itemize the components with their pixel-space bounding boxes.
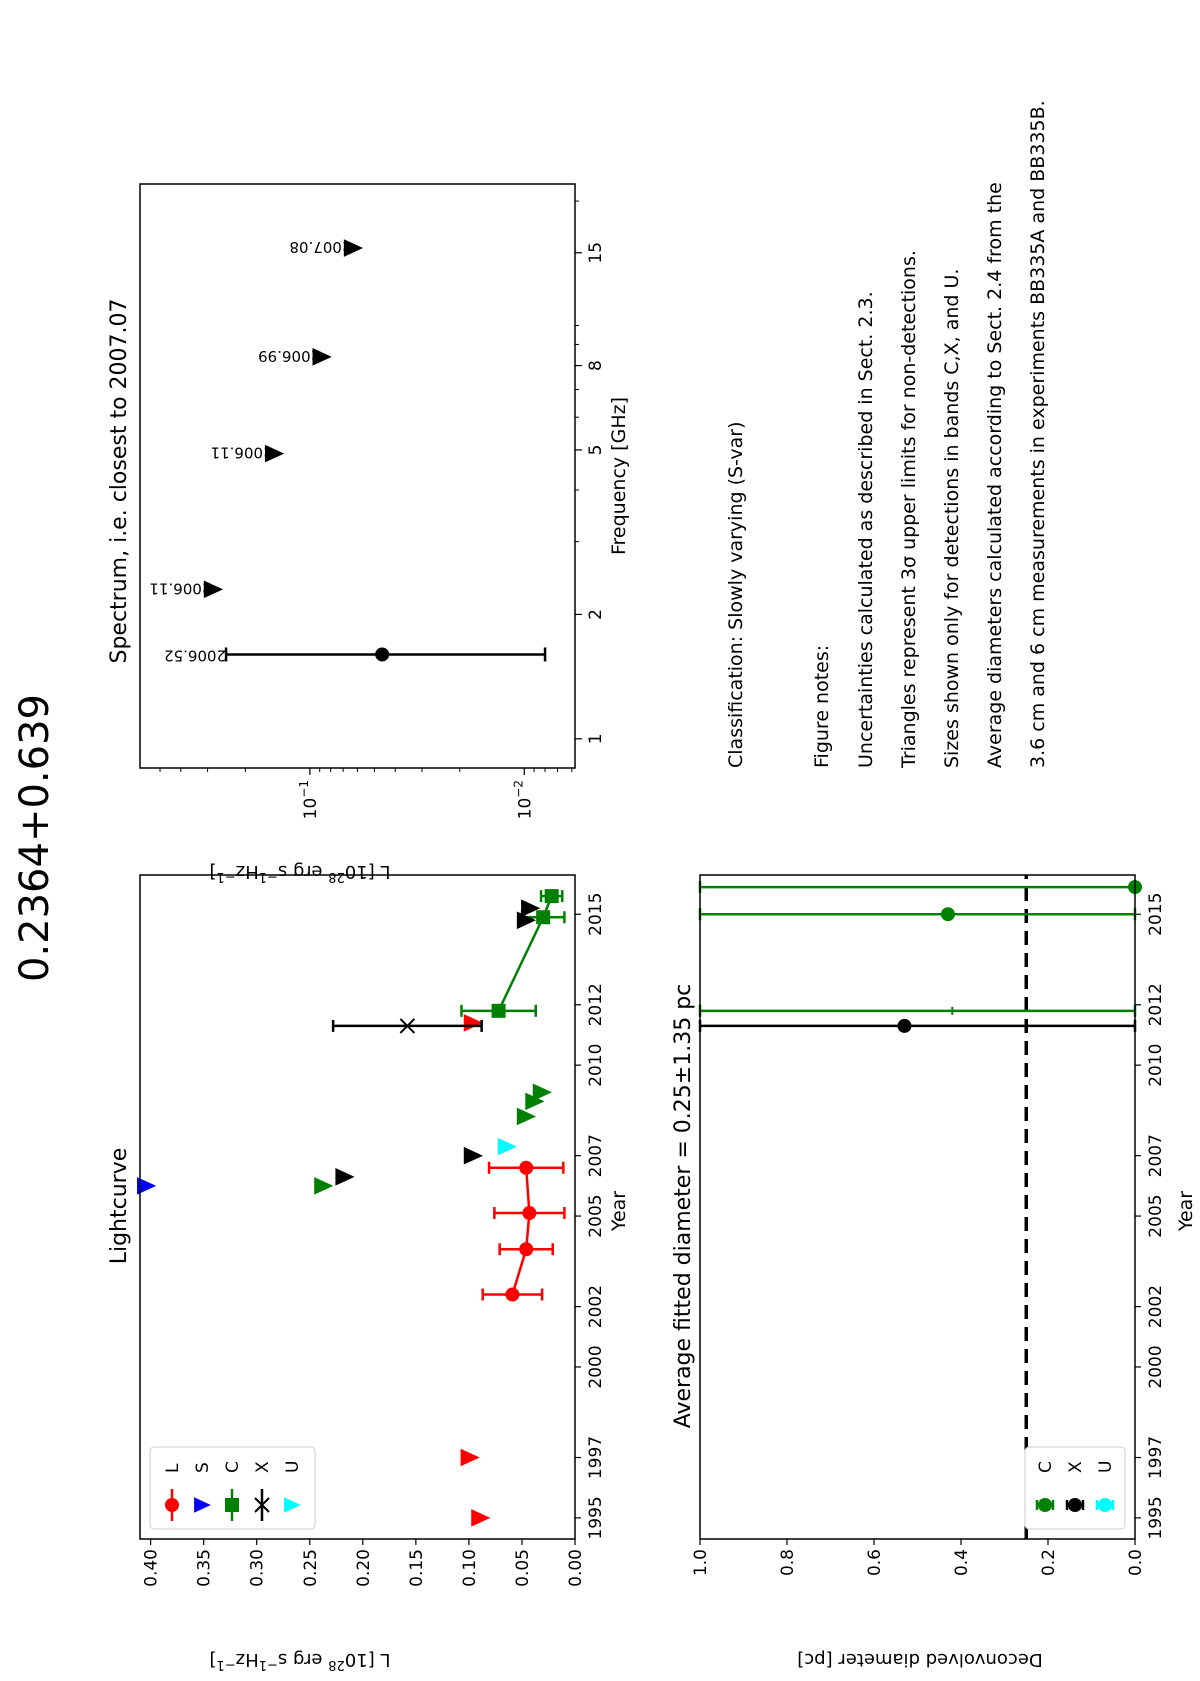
diameter-legend-c-marker — [1038, 1498, 1052, 1512]
lightcurve-ylabel — [210, 1649, 391, 1672]
lightcurve-title: Lightcurve — [107, 1147, 132, 1265]
spectrum-xtick-label: 8 — [586, 360, 606, 371]
lightcurve-l-upper-limit — [464, 1014, 483, 1032]
diameter-ytick-label: 1.0 — [691, 1549, 711, 1577]
diameter-xtick-label: 2007 — [1146, 1134, 1166, 1178]
classification-text: Classification: Slowly varying (S-var) — [725, 421, 747, 768]
lightcurve-ytick-label: 0.10 — [459, 1549, 480, 1587]
notes-header: Figure notes: — [811, 644, 833, 768]
diameter-legend-x-marker — [1068, 1498, 1082, 1512]
diameter-xtick-label: 2015 — [1146, 892, 1166, 936]
diameter-panel — [671, 875, 1197, 1670]
diameter-legend-u-marker — [1098, 1498, 1112, 1512]
spectrum-limit-label: 2007.08 — [289, 238, 352, 257]
lightcurve-xtick-label: 2012 — [586, 983, 606, 1027]
diameter-xtick-label: 2000 — [1146, 1345, 1166, 1389]
lightcurve-frame — [140, 875, 575, 1539]
diameter-ytick-label: 0.0 — [1126, 1549, 1146, 1577]
lightcurve-ytick-label: 0.00 — [566, 1549, 586, 1587]
lightcurve-l-point — [522, 1206, 536, 1220]
diameter-xtick-label: 2012 — [1146, 983, 1166, 1027]
lightcurve-legend-l-label: L — [163, 1463, 183, 1473]
lightcurve-xtick-label: 2007 — [586, 1134, 606, 1178]
lightcurve-l-upper-limit — [471, 1509, 490, 1527]
diameter-legend-x-label: X — [1066, 1461, 1086, 1473]
note-line-1: Uncertainties calculated as described in Sect. 2.3. — [855, 291, 877, 768]
diameter-ytick-label: 0.2 — [1039, 1549, 1059, 1577]
lightcurve-x-upper-limit — [464, 1147, 483, 1165]
lightcurve-xtick-label: 1997 — [586, 1435, 606, 1480]
lightcurve-xtick-label: 2002 — [586, 1284, 606, 1329]
spectrum-xtick-label: 2 — [586, 608, 606, 620]
figure-notes — [725, 100, 1049, 769]
lightcurve-legend-l-marker — [165, 1498, 179, 1512]
lightcurve-l-point — [519, 1161, 533, 1175]
diameter-x-point — [897, 1019, 911, 1033]
spectrum-title: Spectrum, i.e. closest to 2007.07 — [107, 298, 132, 664]
note-line-5: 3.6 cm and 6 cm measurements in experiments BB335A and BB335B. — [1027, 100, 1049, 768]
diameter-xtick-label: 1995 — [1146, 1496, 1166, 1540]
lightcurve-xtick-label: 2000 — [586, 1345, 606, 1389]
note-line-2: Triangles represent 3σ upper limits for non-detections. — [898, 250, 920, 768]
note-line-4: Average diameters calculated according to Sect. 2.4 from the — [984, 182, 1006, 768]
spectrum-limit-label: 2006.11 — [149, 579, 212, 598]
lightcurve-legend — [150, 1447, 315, 1529]
diameter-ytick-label: 0.4 — [952, 1549, 972, 1577]
diameter-xtick-label: 2005 — [1146, 1194, 1166, 1238]
lightcurve-u-upper-limit — [498, 1138, 517, 1156]
lightcurve-x-upper-limit — [335, 1168, 354, 1186]
diameter-c-point — [941, 907, 955, 921]
svg-text:L [1028 erg s−1Hz−1]: L [$10^{28}$ erg $s^{-1}Hz^{-1}$] — [209, 861, 391, 884]
diameter-x-errorbar — [700, 1020, 1135, 1032]
lightcurve-l-point — [519, 1242, 533, 1256]
lightcurve-c-point — [545, 889, 559, 903]
lightcurve-xtick-label: 2010 — [586, 1043, 606, 1087]
diameter-legend-c-label: C — [1036, 1461, 1056, 1473]
lightcurve-ytick-label: 0.05 — [512, 1549, 533, 1587]
figure-title: 0.2364+0.639 — [12, 694, 58, 982]
lightcurve-ytick-label: 0.35 — [194, 1549, 215, 1587]
diameter-c-errorbar — [700, 881, 1135, 893]
lightcurve-ytick-label: 0.40 — [141, 1549, 162, 1587]
lightcurve-xlabel: Year — [608, 1190, 630, 1232]
svg-text:L [1028 erg s−1Hz−1]: L [$10^{28}$ erg $s^{-1}Hz^{-1}$] — [209, 1649, 391, 1672]
lightcurve-xtick-label: 1995 — [586, 1496, 606, 1540]
spectrum-xlabel: Frequency [GHz] — [608, 396, 630, 556]
spectrum-point — [375, 647, 389, 661]
lightcurve-xtick-label: 2015 — [586, 892, 606, 936]
diameter-xtick-label: 2002 — [1146, 1284, 1166, 1329]
diameter-c-errorbar — [700, 1005, 1135, 1017]
lightcurve-ytick-label: 0.20 — [353, 1549, 374, 1587]
diameter-frame — [700, 875, 1135, 1539]
lightcurve-ytick-label: 0.15 — [406, 1549, 427, 1587]
spectrum-limit-label: 2006.11 — [210, 443, 273, 462]
lightcurve-legend-c-marker — [225, 1498, 239, 1512]
lightcurve-c-upper-limit — [533, 1084, 552, 1102]
spectrum-panel — [107, 184, 630, 884]
diameter-ylabel: Deconvolved diameter [pc] — [797, 1649, 1043, 1670]
spectrum-ytick-label: $10^{-1}$ — [296, 780, 321, 820]
lightcurve-ytick-label: 0.30 — [247, 1549, 268, 1587]
spectrum-ylabel — [210, 861, 391, 884]
spectrum-ytick-label: $10^{-2}$ — [511, 780, 536, 820]
lightcurve-panel — [107, 875, 630, 1672]
diameter-legend — [1025, 1447, 1125, 1529]
lightcurve-c-point — [536, 910, 550, 924]
lightcurve-series-l-line — [512, 1168, 529, 1295]
lightcurve-legend-x-label: X — [253, 1461, 273, 1473]
lightcurve-l-point — [505, 1288, 519, 1302]
spectrum-xtick-label: 1 — [586, 733, 606, 745]
lightcurve-c-point — [492, 1004, 506, 1018]
diameter-ytick-label: 0.6 — [865, 1549, 885, 1577]
diameter-xlabel: Year — [1175, 1190, 1197, 1232]
lightcurve-l-upper-limit — [461, 1449, 480, 1467]
diameter-ytick-label: 0.8 — [778, 1549, 798, 1577]
note-line-3: Sizes shown only for detections in bands C,X, and U. — [941, 268, 963, 768]
lightcurve-legend-c-label: C — [223, 1461, 243, 1473]
lightcurve-legend-u-label: U — [283, 1460, 303, 1473]
spectrum-xtick-label: 5 — [586, 444, 606, 456]
lightcurve-xtick-label: 2005 — [586, 1194, 606, 1238]
diameter-xtick-label: 2010 — [1146, 1043, 1166, 1087]
spectrum-frame — [140, 184, 575, 768]
spectrum-point-label: 2006.52 — [164, 646, 227, 665]
lightcurve-c-upper-limit — [314, 1177, 333, 1195]
diameter-legend-u-label: U — [1096, 1460, 1116, 1473]
diameter-title: Average fitted diameter = 0.25±1.35 pc — [671, 983, 696, 1429]
lightcurve-legend-s-label: S — [193, 1462, 213, 1473]
diameter-legend-box — [1025, 1447, 1125, 1529]
lightcurve-c-upper-limit — [517, 1108, 536, 1126]
lightcurve-ytick-label: 0.25 — [300, 1549, 321, 1587]
spectrum-xtick-label: 15 — [586, 241, 606, 264]
diameter-xtick-label: 1997 — [1146, 1435, 1166, 1480]
diameter-c-errorbar — [700, 908, 1135, 920]
spectrum-limit-label: 2006.99 — [258, 346, 321, 365]
